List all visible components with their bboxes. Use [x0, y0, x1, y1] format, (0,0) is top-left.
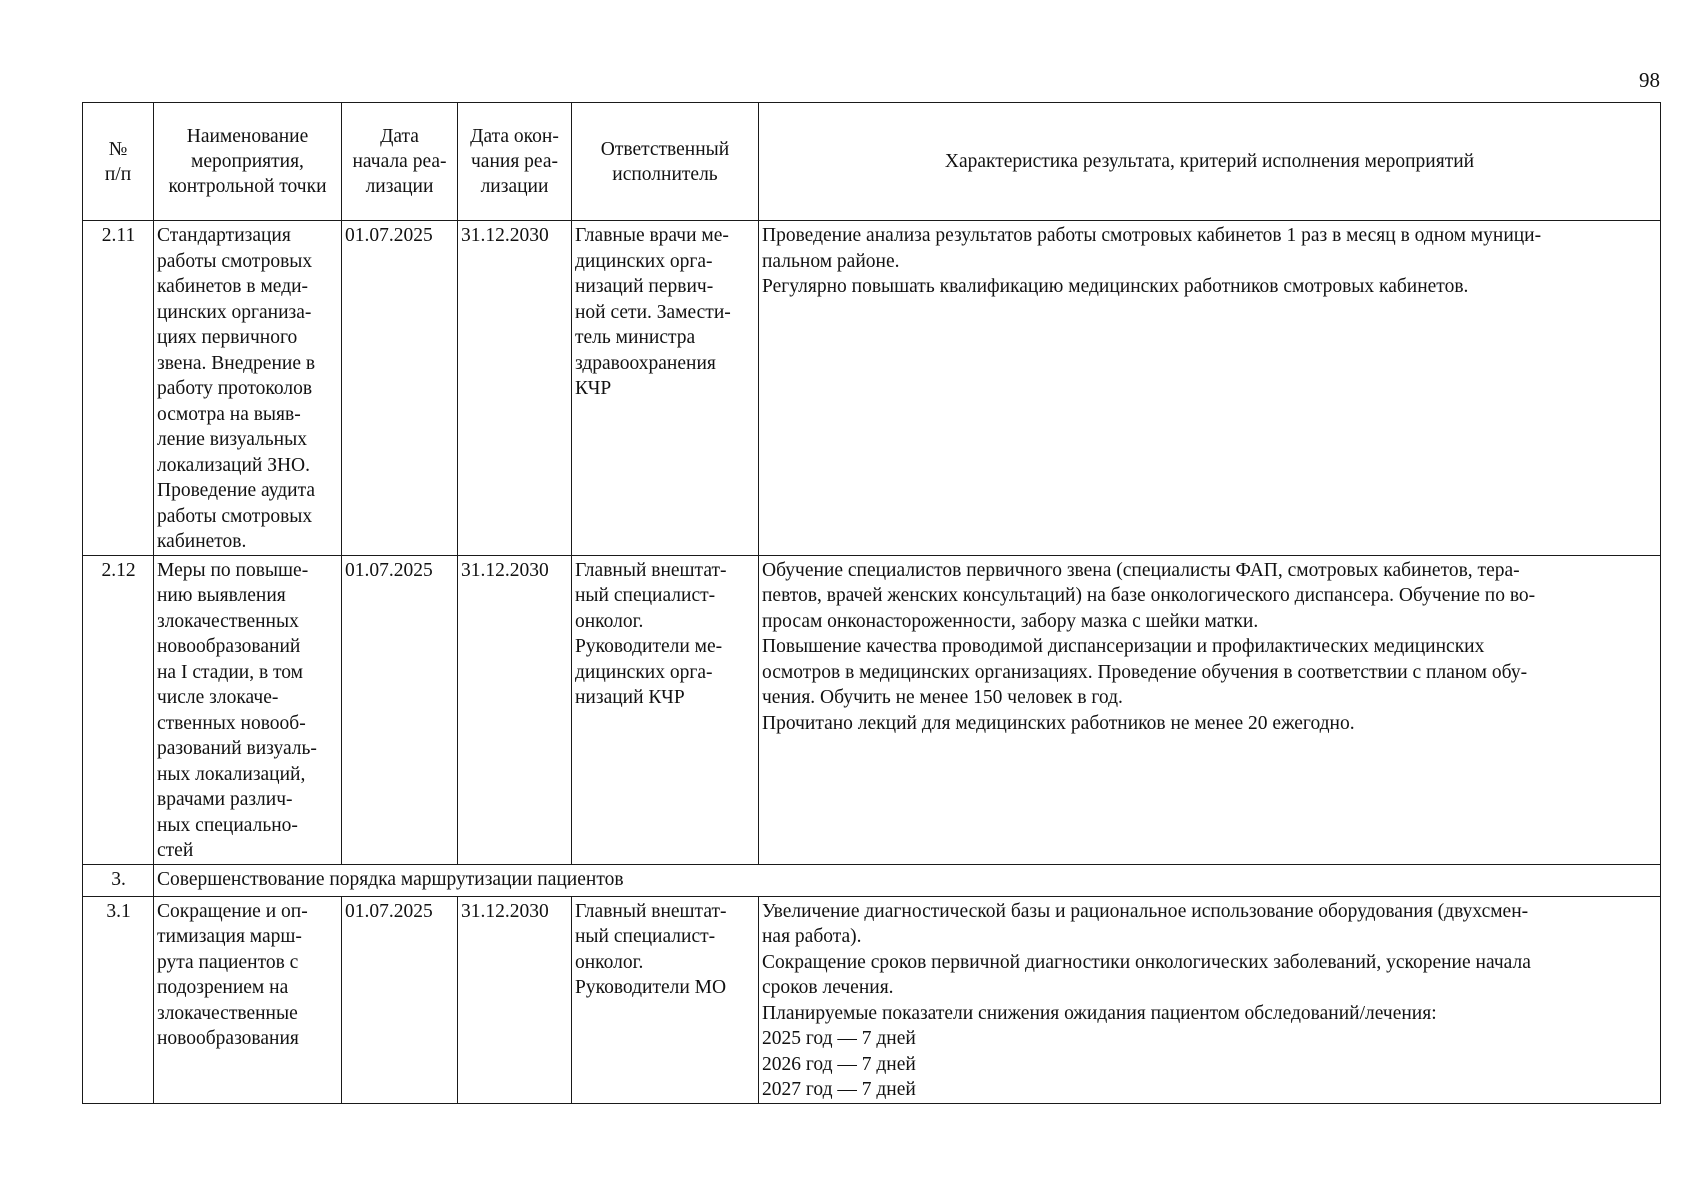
end-date-cell: 31.12.2030: [458, 221, 572, 556]
header-executor: Ответственный исполнитель: [572, 103, 759, 221]
section-row: [83, 864, 1661, 896]
header-end-date: Дата окон- чания реа- лизации: [458, 103, 572, 221]
executor-cell: Главный внештат- ный специалист- онколог. Руководители ме- дицинских орга- низаций КЧР: [572, 555, 759, 864]
activity-name-cell: Стандартизация работы смотровых кабинетов в меди- цинских организа- циях первичного звена. Внедрение в работу протоколов осмотра на выяв- ление визуальных локализаций ЗНО. Проведение аудита работы смотровых кабинетов.: [154, 221, 342, 556]
row-number: 2.12: [83, 555, 154, 864]
end-date-cell: 31.12.2030: [458, 896, 572, 1103]
table-row: [83, 896, 1661, 1103]
header-num: № п/п: [83, 103, 154, 221]
page-number: 98: [1639, 68, 1660, 92]
result-cell: Обучение специалистов первичного звена (специалисты ФАП, смотровых кабинетов, тера- певтов, врачей женских консультаций) на базе онкологического диспансера. Обучение по во- просам онконастороженности, забору мазка с шейки матки. Повышение качества проводимой диспансеризации и профилактических медицинских осмотров в медицинских организациях. Проведение обучения в соответствии с планом обу- чения. Обучить не менее 150 человек в год. Прочитано лекций для медицинских работников не менее 20 ежегодно.: [759, 555, 1661, 864]
start-date-cell: 01.07.2025: [342, 221, 458, 556]
row-number: 3.1: [83, 896, 154, 1103]
executor-cell: Главный внештат- ный специалист- онколог. Руководители МО: [572, 896, 759, 1103]
table-header-row: [83, 103, 1661, 221]
result-cell: Увеличение диагностической базы и рациональное использование оборудования (двухсмен- ная работа). Сокращение сроков первичной диагностики онкологических заболеваний, ускорение начала сроков лечения. Планируемые показатели снижения ожидания пациентом обследований/лечения: 2025 год — 7 дней 2026 год — 7 дней 2027 год — 7 дней: [759, 896, 1661, 1103]
table-row: [83, 221, 1661, 556]
header-start-date: Дата начала реа- лизации: [342, 103, 458, 221]
row-number: 2.11: [83, 221, 154, 556]
header-result: Характеристика результата, критерий исполнения мероприятий: [759, 103, 1661, 221]
executor-cell: Главные врачи ме- дицинских орга- низаций первич- ной сети. Замести- тель министра здравоохранения КЧР: [572, 221, 759, 556]
section-title: Совершенствование порядка маршрутизации пациентов: [154, 864, 1661, 896]
activities-table: [82, 102, 1661, 1104]
activity-name-cell: Сокращение и оп- тимизация марш- рута пациентов с подозрением на злокачественные новообразования: [154, 896, 342, 1103]
table-row: [83, 555, 1661, 864]
end-date-cell: 31.12.2030: [458, 555, 572, 864]
header-name: Наименование мероприятия, контрольной точки: [154, 103, 342, 221]
start-date-cell: 01.07.2025: [342, 555, 458, 864]
result-cell: Проведение анализа результатов работы смотровых кабинетов 1 раз в месяц в одном муници- пальном районе. Регулярно повышать квалификацию медицинских работников смотровых кабинетов.: [759, 221, 1661, 556]
start-date-cell: 01.07.2025: [342, 896, 458, 1103]
activity-name-cell: Меры по повыше- нию выявления злокачественных новообразований на I стадии, в том числе злокаче- ственных новооб- разований визуаль- ных локализаций, врачами различ- ных специально- стей: [154, 555, 342, 864]
section-number: 3.: [83, 864, 154, 896]
